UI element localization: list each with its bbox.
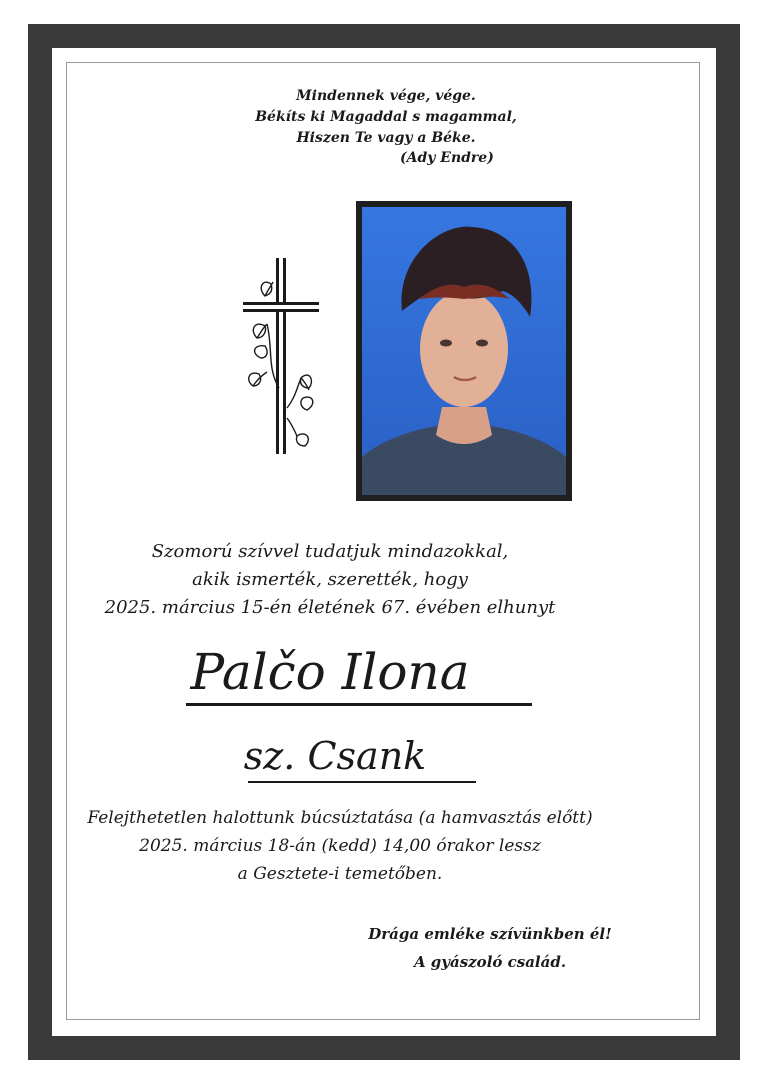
poem-line: Mindennek vége, vége. (296, 88, 476, 104)
closing-line: Drága emléke szívünkben él! (368, 925, 612, 943)
ceremony-line: Felejthetetlen halottunk búcsúztatása (a hamvasztás előtt) (87, 808, 593, 828)
name-underline (186, 703, 532, 706)
announcement-line: 2025. március 15-én életének 67. évében elhunyt (104, 597, 556, 618)
poem-line: Békíts ki Magaddal s magammal, (255, 109, 517, 125)
deceased-name: Palčo Ilona (190, 643, 470, 701)
maiden-name-underline (248, 781, 476, 783)
poem-line: Hiszen Te vagy a Béke. (296, 130, 476, 146)
cross-with-leaves-icon (243, 258, 323, 458)
announcement-line: akik ismerték, szerették, hogy (192, 569, 468, 590)
poem-quote (236, 86, 536, 149)
poem-author: (Ady Endre) (400, 150, 494, 166)
ceremony-line: a Gesztete-i temetőben. (237, 864, 443, 884)
ceremony-line: 2025. március 18-án (kedd) 14,00 órakor lessz (139, 836, 541, 856)
maiden-name: sz. Csank (243, 734, 427, 778)
ceremony-details (70, 804, 610, 888)
portrait-photo-frame (356, 201, 572, 501)
announcement-line: Szomorú szívvel tudatjuk mindazokkal, (151, 541, 509, 562)
closing-remark (360, 920, 620, 976)
announcement-text (100, 538, 560, 622)
portrait-photo (362, 207, 566, 495)
closing-signature: A gyászoló család. (413, 953, 567, 971)
